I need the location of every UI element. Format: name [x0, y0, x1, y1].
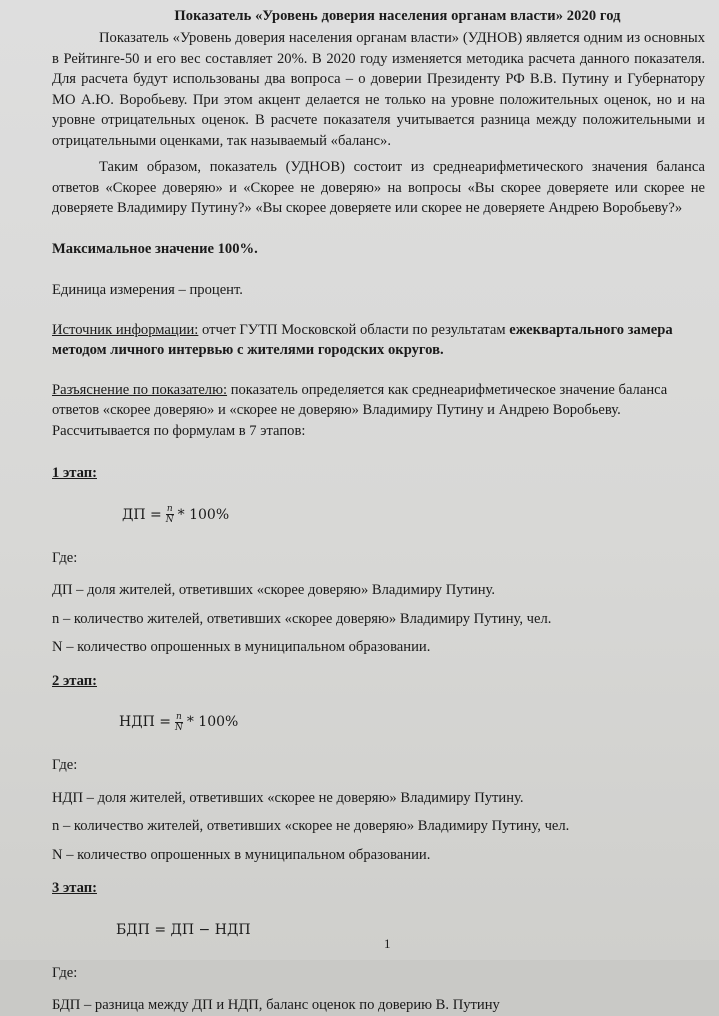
- page-number: 1: [384, 936, 391, 951]
- formula-lhs: НДП =: [119, 714, 171, 730]
- where-label: Где:: [52, 757, 78, 773]
- intro-paragraph-2: Таким образом, показатель (УДНОВ) состоит из среднеарифметического значения баланса ответов «Скорее доверяю» и «Скорее не доверяю» на вопросы «Вы скорее доверяете или скорее не доверяете Владимиру Путину?» «Вы скорее доверяете или скорее не доверяете Андрею Воробьеву?»: [52, 159, 705, 216]
- source-label: Источник информации:: [52, 321, 199, 338]
- formula-denominator: N: [174, 722, 183, 733]
- source-bold-text: ежеквартального замера методом личного интервью с жителями городских округов.: [52, 321, 673, 358]
- source-text: отчет ГУТП Московской области по результатам: [198, 321, 510, 338]
- formula-rhs: * 100%: [186, 714, 239, 730]
- definition-item: N – количество опрошенных в муниципальном образовании.: [52, 639, 431, 655]
- stage-1-formula: [122, 500, 705, 530]
- stage-2-title: 2 этап:: [52, 672, 97, 689]
- formula-rhs: * 100%: [177, 506, 230, 523]
- max-value: Максимальное значение 100%.: [52, 240, 258, 257]
- explanation-text: показатель определяется как среднеарифметическое значение баланса ответов «скорее доверяю» и «скорее не доверяю» Владимиру Путину и Андрею Воробьеву. Рассчитывается по формулам в 7 этапов:: [52, 381, 668, 439]
- definition-item: N – количество опрошенных в муниципальном образовании.: [52, 846, 431, 863]
- formula-text: БДП = ДП − НДП: [116, 921, 251, 938]
- formula-numerator: n: [166, 504, 173, 514]
- unit-of-measure: Единица измерения – процент.: [52, 282, 243, 298]
- explanation-label: Разъяснение по показателю:: [52, 381, 228, 398]
- formula-numerator: n: [176, 711, 182, 722]
- definition-item: БДП – разница между ДП и НДП, баланс оценок по доверию В. Путину: [52, 997, 500, 1013]
- definition-item: n – количество жителей, ответивших «скорее не доверяю» Владимиру Путину, чел.: [52, 818, 570, 834]
- formula-lhs: ДП =: [122, 506, 162, 523]
- formula-fraction: [166, 504, 174, 525]
- formula-fraction: [175, 712, 183, 733]
- explanation: [52, 380, 705, 442]
- page-title: Показатель «Уровень доверия населения органам власти» 2020 год: [174, 8, 621, 24]
- stage-3-formula: [116, 915, 705, 945]
- formula-denominator: N: [165, 515, 174, 525]
- stage-3-title: 3 этап:: [52, 880, 97, 896]
- definition-item: НДП – доля жителей, ответивших «скорее не доверяю» Владимиру Путину.: [52, 789, 524, 806]
- stage-2-formula: [119, 707, 705, 737]
- definition-item: ДП – доля жителей, ответивших «скорее доверяю» Владимиру Путину.: [52, 582, 496, 598]
- source-info: [52, 320, 705, 361]
- definition-item: n – количество жителей, ответивших «скорее доверяю» Владимиру Путину, чел.: [52, 610, 552, 627]
- stage-1-title: 1 этап:: [52, 465, 97, 481]
- intro-paragraph-1: Показатель «Уровень доверия населения органам власти» (УДНОВ) является одним из основных в Рейтинге-50 и его вес составляет 20%. В 2020 году изменяется методика расчета данного показателя. Для расчета будут использованы два вопроса – о доверии Президенту РФ В.В. Путину и Губернатору МО А.Ю. Воробьеву. При этом акцент делается не только на уровне положительных оценок, но и на уровне отрицательных оценок. В расчете показателя учитывается разница между положительными и отрицательными оценками, так называемый «баланс».: [52, 30, 705, 149]
- where-label: Где:: [52, 964, 78, 981]
- where-label: Где:: [52, 549, 78, 566]
